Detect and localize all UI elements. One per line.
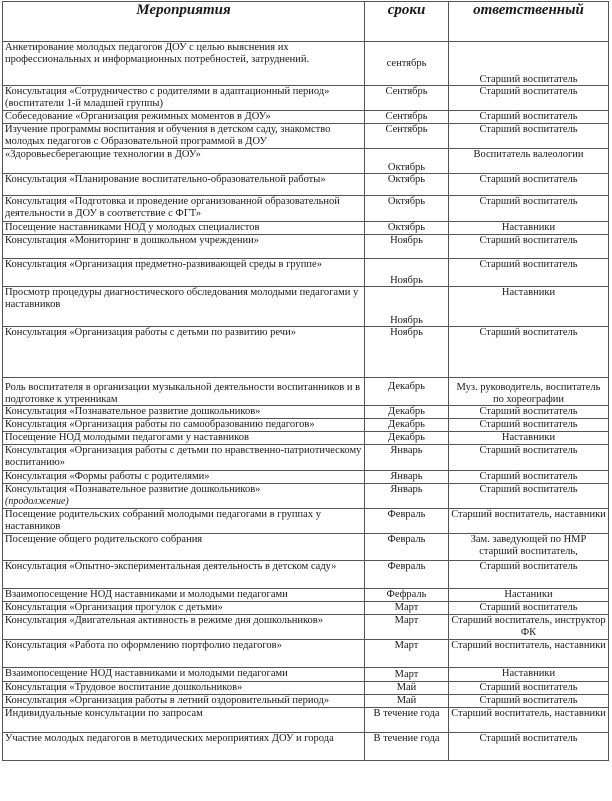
date-cell: Декабрь [365,419,449,432]
table-row [3,406,609,419]
event-cell: Консультация «Опытно-экспериментальная деятельность в детском саду» [3,561,365,589]
date-cell: Май [365,695,449,708]
table-row [3,196,609,222]
event-cell: Индивидуальные консультации по запросам [3,708,365,733]
date-cell: Октябрь [365,196,449,222]
table-row [3,640,609,668]
table-row [3,378,609,406]
table-row [3,708,609,733]
responsible-cell: Старший воспитатель [449,484,609,509]
responsible-cell: Зам. заведующей по НМР старший воспитатель, [449,534,609,561]
event-cell: Консультация «Формы работы с родителями» [3,471,365,484]
event-cell: Консультация «Планирование воспитательно-образовательной работы» [3,174,365,196]
date-cell: Январь [365,445,449,471]
event-note: (продолжение) [5,495,69,507]
date-cell: Февраль [365,534,449,561]
event-cell: Консультация «Организация предметно-развивающей среды в группе» [3,259,365,287]
date-cell: Январь [365,471,449,484]
header-events: Мероприятия [3,2,365,42]
date-cell: Ноябрь [365,259,449,287]
date-cell: Сентябрь [365,86,449,111]
event-cell: Консультация «Мониторинг в дошкольном учреждении» [3,235,365,259]
date-cell: Январь [365,484,449,509]
date-cell: Декабрь [365,432,449,445]
responsible-cell: Настаники [449,589,609,602]
table-row [3,222,609,235]
table-row [3,668,609,682]
event-cell: Собеседование «Организация режимных моментов в ДОУ» [3,111,365,124]
table-row [3,419,609,432]
responsible-cell: Наставники [449,668,609,682]
event-cell: Консультация «Трудовое воспитание дошкольников» [3,682,365,695]
responsible-cell: Старший воспитатель, наставники [449,509,609,534]
table-row [3,327,609,378]
date-cell: Ноябрь [365,235,449,259]
responsible-cell: Старший воспитатель [449,445,609,471]
event-cell: Изучение программы воспитания и обучения в детском саду, знакомство молодых педагогов с Образовательной программой в ДОУ [3,124,365,149]
table-row [3,534,609,561]
date-cell: Февраль [365,509,449,534]
responsible-cell: Старший воспитатель [449,406,609,419]
event-cell: Посещение НОД молодыми педагогами у наставников [3,432,365,445]
date-cell: Ноябрь [365,287,449,327]
event-cell: Анкетирование молодых педагогов ДОУ с целью выяснения их профессиональных и информационных потребностей, затруднений. [3,42,365,86]
event-cell: Консультация «Организация работы по самообразованию педагогов» [3,419,365,432]
responsible-cell: Старший воспитатель [449,561,609,589]
responsible-cell: Старший воспитатель, наставники [449,708,609,733]
table-row [3,471,609,484]
event-cell: «Здоровьесберегающие технологии в ДОУ» [3,149,365,174]
responsible-cell: Старший воспитатель [449,196,609,222]
responsible-cell: Муз. руководитель, воспитатель по хореографии [449,378,609,406]
table-row [3,682,609,695]
responsible-cell: Старший воспитатель, инструктор ФК [449,615,609,640]
responsible-cell: Старший воспитатель [449,733,609,761]
responsible-cell: Воспитатель валеологии [449,149,609,174]
events-table [2,1,609,761]
date-cell: сентябрь [365,42,449,86]
event-text: Консультация «Познавательное развитие дошкольников» [5,484,261,495]
responsible-cell: Наставники [449,432,609,445]
date-cell: Сентябрь [365,111,449,124]
table-row [3,602,609,615]
table-row [3,484,609,509]
table-row [3,235,609,259]
event-cell: Посещение родительских собраний молодыми педагогами в группах у наставников [3,509,365,534]
responsible-cell: Старший воспитатель [449,111,609,124]
responsible-cell: Старший воспитатель [449,602,609,615]
event-cell: Взаимопосещение НОД наставниками и молодыми педагогами [3,668,365,682]
responsible-cell: Старший воспитатель [449,471,609,484]
date-cell: Декабрь [365,378,449,406]
table-row [3,174,609,196]
table-row [3,287,609,327]
table-row [3,509,609,534]
date-cell: Октябрь [365,149,449,174]
table-row [3,86,609,111]
event-cell: Посещение общего родительского собрания [3,534,365,561]
event-cell: Консультация «Организация прогулок с детьми» [3,602,365,615]
event-cell: Участие молодых педагогов в методических мероприятиях ДОУ и города [3,733,365,761]
date-cell: Фефраль [365,589,449,602]
table-row [3,432,609,445]
responsible-cell: Старший воспитатель [449,124,609,149]
table-row [3,589,609,602]
document-page [0,1,612,801]
table-row [3,615,609,640]
responsible-cell: Старший воспитатель [449,682,609,695]
responsible-cell: Старший воспитатель, наставники [449,640,609,668]
date-cell: Ноябрь [365,327,449,378]
responsible-cell: Старший воспитатель [449,327,609,378]
date-cell: Март [365,602,449,615]
event-cell: Консультация «Познавательное развитие дошкольников» [3,406,365,419]
responsible-cell: Старший воспитатель [449,419,609,432]
event-cell: Консультация «Сотрудничество с родителями в адаптационный период» (воспитатели 1-й младшей группы) [3,86,365,111]
table-row [3,695,609,708]
event-cell: Взаимопосещение НОД наставниками и молодыми педагогами [3,589,365,602]
responsible-cell: Наставники [449,287,609,327]
date-cell: Март [365,668,449,682]
date-cell: В течение года [365,708,449,733]
responsible-cell: Старший воспитатель [449,695,609,708]
responsible-cell: Старший воспитатель [449,259,609,287]
table-row [3,561,609,589]
header-dates: сроки [365,2,449,42]
table-row [3,445,609,471]
date-cell: Март [365,640,449,668]
responsible-cell: Старший воспитатель [449,42,609,86]
table-row [3,111,609,124]
table-row [3,259,609,287]
event-cell: Просмотр процедуры диагностического обследования молодыми педагогами у наставников [3,287,365,327]
date-cell: Сентябрь [365,124,449,149]
event-cell: Консультация «Работа по оформлению портфолио педагогов» [3,640,365,668]
responsible-cell: Старший воспитатель [449,235,609,259]
date-cell: Октябрь [365,222,449,235]
event-cell: Консультация «Организация работы с детьми по развитию речи» [3,327,365,378]
table-row [3,733,609,761]
date-cell: Февраль [365,561,449,589]
table-row [3,42,609,86]
event-cell [3,484,365,509]
event-cell: Консультация «Организация работы в летний оздоровительный период» [3,695,365,708]
date-cell: Май [365,682,449,695]
header-responsible: ответственный [449,2,609,42]
event-cell: Посещение наставниками НОД у молодых специалистов [3,222,365,235]
table-row [3,149,609,174]
event-cell: Консультация «Двигательная активность в режиме дня дошкольников» [3,615,365,640]
event-cell: Консультация «Организация работы с детьми по нравственно-патриотическому воспитанию» [3,445,365,471]
event-cell: Консультация «Подготовка и проведение организованной образовательной деятельности в ДОУ в соответствие с ФГТ» [3,196,365,222]
responsible-cell: Наставники [449,222,609,235]
date-cell: В течение года [365,733,449,761]
table-row [3,124,609,149]
date-cell: Декабрь [365,406,449,419]
responsible-cell: Старший воспитатель [449,174,609,196]
event-cell: Роль воспитателя в организации музыкальной деятельности воспитанников и в подготовке к утренникам [3,378,365,406]
table-header-row [3,2,609,42]
responsible-cell: Старший воспитатель [449,86,609,111]
date-cell: Март [365,615,449,640]
date-cell: Октябрь [365,174,449,196]
